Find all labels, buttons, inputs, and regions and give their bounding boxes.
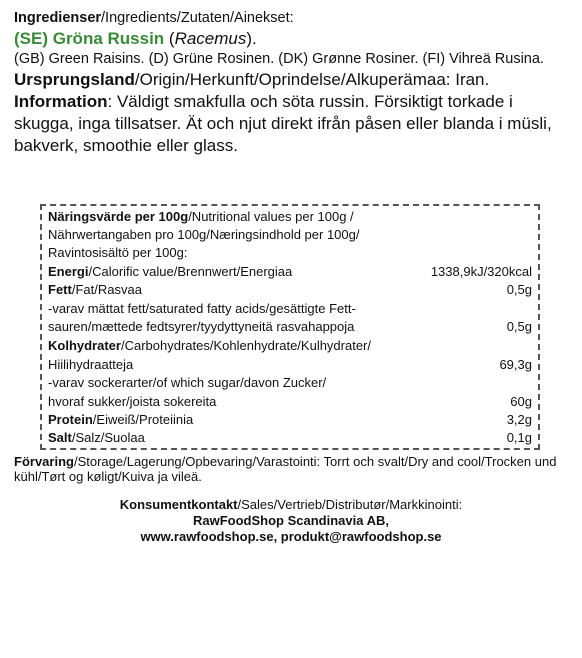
energy-row bbox=[48, 264, 532, 280]
fat-label: Fett bbox=[48, 282, 72, 297]
ingredients-heading-bold: Ingredienser bbox=[14, 10, 102, 26]
information-text bbox=[14, 91, 570, 157]
protein-value: 3,2g bbox=[506, 412, 532, 427]
origin-line bbox=[14, 69, 570, 91]
carbohydrates-row bbox=[48, 357, 532, 373]
fat-label-rest: /Fat/Rasvaa bbox=[71, 282, 142, 297]
fat-row bbox=[48, 282, 532, 298]
storage-info bbox=[14, 454, 570, 484]
contact-label-rest: /Sales/Vertrieb/Distributør/Markkinointi: bbox=[237, 497, 463, 512]
contact-label: Konsumentkontakt bbox=[119, 497, 238, 512]
saturated-fat-row bbox=[48, 319, 532, 335]
carbohydrates-label-rest: /Carbohydrates/Kohlenhydrate/Kulhydrater/ bbox=[120, 338, 372, 353]
nutrition-table bbox=[40, 204, 540, 450]
ingredients-heading bbox=[14, 8, 570, 28]
nutrition-heading-line1 bbox=[48, 209, 532, 225]
nutrition-heading-bold: Näringsvärde per 100g bbox=[48, 209, 189, 224]
sugar-label-line2: hvoraf sukker/joista sokereita bbox=[48, 394, 217, 409]
nutrition-heading-line3: Ravintosisältö per 100g: bbox=[48, 245, 188, 260]
protein-label: Protein bbox=[48, 412, 93, 427]
nutrition-heading-rest: /Nutritional values per 100g / bbox=[188, 209, 354, 224]
carbohydrates-value: 69,3g bbox=[499, 357, 532, 372]
salt-label-rest: /Salz/Suolaa bbox=[71, 430, 145, 445]
information-label: Information bbox=[14, 92, 108, 111]
protein-row bbox=[48, 412, 532, 428]
ingredients-block bbox=[14, 8, 570, 157]
latin-open: ( bbox=[164, 29, 175, 48]
consumer-contact bbox=[0, 497, 582, 545]
carbohydrates-label-line1 bbox=[48, 338, 532, 354]
contact-heading bbox=[0, 497, 582, 513]
saturated-fat-value: 0,5g bbox=[506, 319, 532, 334]
salt-value: 0,1g bbox=[506, 430, 532, 445]
energy-label: Energi bbox=[48, 264, 89, 279]
nutrition-heading-line2: Nährwertangaben pro 100g/Næringsindhold per 100g/ bbox=[48, 227, 360, 242]
product-title bbox=[14, 28, 570, 50]
fat-value: 0,5g bbox=[506, 282, 532, 297]
information-body: : Väldigt smakfulla och söta russin. Försiktigt torkade i skugga, inga tillsatser. Ät och njut direkt ifrån påsen eller blanda i müsli, bakverk, smoothie eller glass. bbox=[14, 92, 552, 155]
protein-label-rest: /Eiweiß/Proteiinia bbox=[92, 412, 194, 427]
saturated-fat-label-line1: -varav mättat fett/saturated fatty acids/gesättigte Fett- bbox=[48, 301, 356, 316]
storage-text: /Storage/Lagerung/Opbevaring/Varastointi: Torrt och svalt/Dry and cool/Trocken und kühl/Tørt og køligt/Kuiva ja vileä. bbox=[14, 454, 557, 484]
salt-row bbox=[48, 430, 532, 446]
company-web-email: www.rawfoodshop.se, produkt@rawfoodshop.se bbox=[140, 529, 442, 544]
origin-text: /Origin/Herkunft/Oprindelse/Alkuperämaa: Iran. bbox=[134, 70, 490, 89]
sugar-row bbox=[48, 394, 532, 410]
latin-name: Racemus bbox=[174, 29, 247, 48]
energy-label-rest: /Calorific value/Brennwert/Energiaa bbox=[88, 264, 293, 279]
saturated-fat-label-line2: sauren/mættede fedtsyrer/tyydyttyneitä rasvahappoja bbox=[48, 319, 355, 334]
product-translations: (GB) Green Raisins. (D) Grüne Rosinen. (DK) Grønne Rosiner. (FI) Vihreä Rusina. bbox=[14, 51, 544, 67]
company-name: RawFoodShop Scandinavia AB, bbox=[193, 513, 389, 528]
carbohydrates-label: Kolhydrater bbox=[48, 338, 121, 353]
energy-value: 1338,9kJ/320kcal bbox=[430, 264, 532, 279]
product-name: (SE) Gröna Russin bbox=[14, 29, 165, 48]
sugar-label-line1: -varav sockerarter/of which sugar/davon Zucker/ bbox=[48, 375, 327, 390]
origin-label: Ursprungsland bbox=[14, 70, 135, 89]
salt-label: Salt bbox=[48, 430, 72, 445]
storage-label: Förvaring bbox=[14, 454, 74, 469]
sugar-value: 60g bbox=[510, 394, 532, 409]
latin-close: ). bbox=[246, 29, 257, 48]
ingredients-heading-rest: /Ingredients/Zutaten/Ainekset: bbox=[101, 10, 294, 26]
carbohydrates-label-line2: Hiilihydraatteja bbox=[48, 357, 134, 372]
